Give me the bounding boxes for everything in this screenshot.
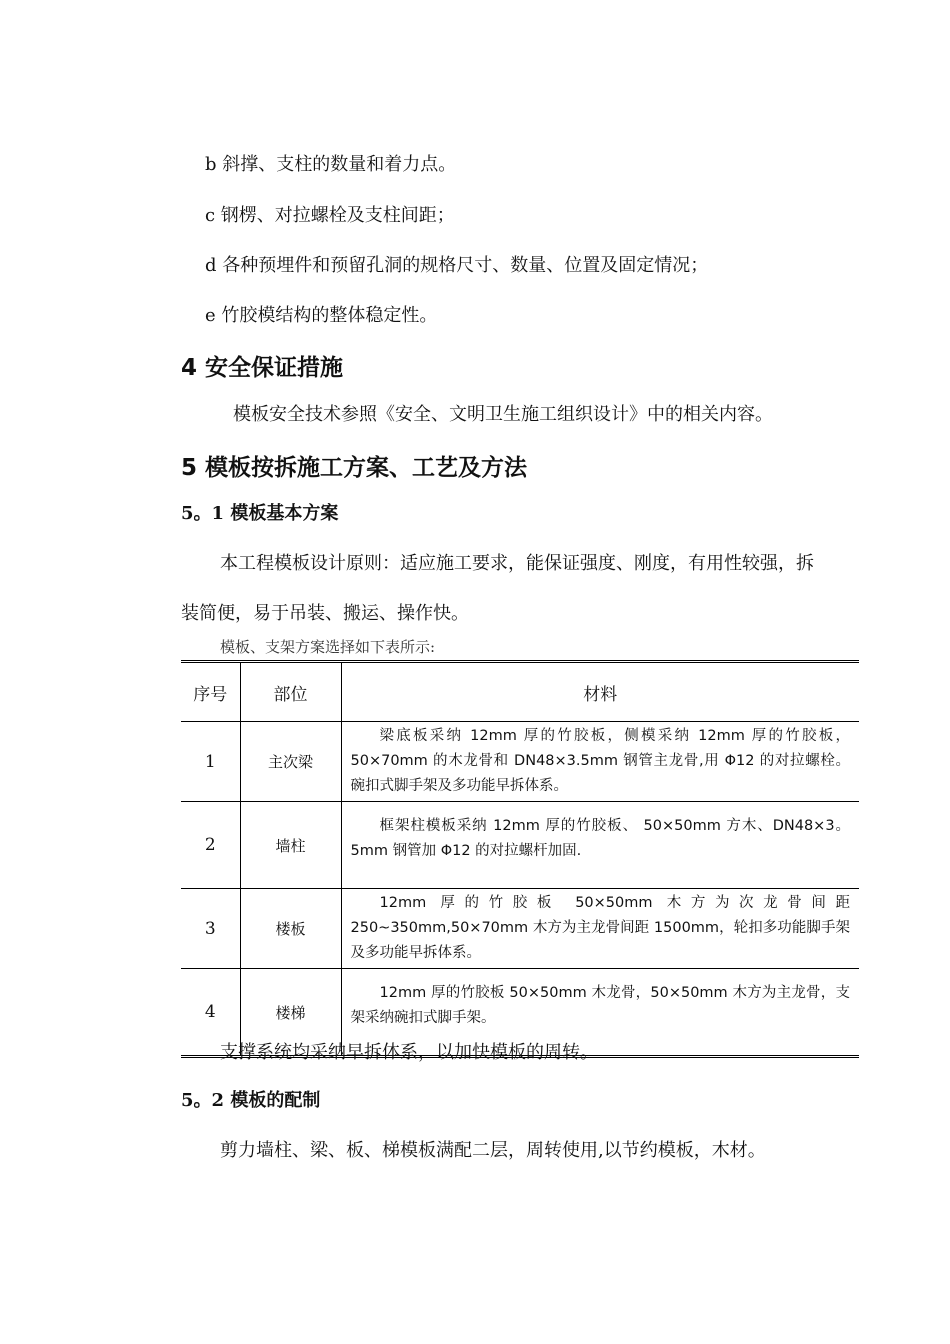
- after-table-text: 支撑系统均采纳早拆体系，以加快模板的周转。: [220, 1042, 598, 1063]
- list-item-b: b 斜撑、支柱的数量和着力点。: [205, 154, 457, 175]
- row-no: 4: [181, 969, 240, 1057]
- row-no: 3: [181, 889, 240, 969]
- row-no: 1: [181, 722, 240, 802]
- row-no: 2: [181, 802, 240, 889]
- row-part: 楼板: [240, 889, 341, 969]
- table-row: [181, 889, 859, 969]
- row-material: 梁底板采纳 12mm 厚的竹胶板，侧模采纳 12mm 厚的竹胶板，50×70mm 的木龙骨和 DN48×3.5mm 钢管主龙骨,用 Φ12 的对拉螺栓。碗扣式脚手架及多功能早拆体系。: [341, 722, 859, 802]
- header-part: 部位: [240, 662, 341, 722]
- header-material: 材料: [341, 662, 859, 722]
- list-item-e: e 竹胶模结构的整体稳定性。: [205, 305, 438, 326]
- section-5-2-heading: 5。2 模板的配制: [181, 1090, 321, 1111]
- header-no: 序号: [181, 662, 240, 722]
- section-4-heading: 4 安全保证措施: [181, 355, 344, 381]
- row-part: 墙柱: [240, 802, 341, 889]
- table-row: [181, 802, 859, 889]
- section-5-2-text: 剪力墙柱、梁、板、梯模板满配二层，周转使用,以节约模板，木材。: [220, 1140, 766, 1161]
- row-part: 楼梯: [240, 969, 341, 1057]
- table-row: [181, 722, 859, 802]
- section-5-1-para-line1: 本工程模板设计原则：适应施工要求，能保证强度、刚度，有用性较强，拆: [220, 553, 814, 574]
- table-caption: 模板、支架方案选择如下表所示:: [220, 638, 436, 656]
- section-5-heading: 5 模板按拆施工方案、工艺及方法: [181, 455, 528, 481]
- section-5-1-para-line2: 装简便，易于吊装、搬运、操作快。: [181, 603, 469, 624]
- row-material: 12mm 厚的竹胶板 50×50mm 木龙骨，50×50mm 木方为主龙骨，支架采纳碗扣式脚手架。: [341, 969, 859, 1057]
- list-item-c: c 钢楞、对拉螺栓及支柱间距；: [205, 205, 455, 226]
- formwork-table: [181, 660, 859, 1058]
- section-5-1-heading: 5。1 模板基本方案: [181, 503, 339, 524]
- section-4-text: 模板安全技术参照《安全、文明卫生施工组织设计》中的相关内容。: [233, 404, 773, 425]
- row-part: 主次梁: [240, 722, 341, 802]
- list-item-d: d 各种预埋件和预留孔洞的规格尺寸、数量、位置及固定情况；: [205, 255, 709, 276]
- table-header-row: [181, 662, 859, 722]
- row-material: 12mm 厚的竹胶板 50×50mm 木方为次龙骨间距 250~350mm,50×70mm 木方为主龙骨间距 1500mm，轮扣多功能脚手架及多功能早拆体系。: [341, 889, 859, 969]
- row-material: 框架柱模板采纳 12mm 厚的竹胶板、 50×50mm 方木、DN48×3。5mm 钢管加 Φ12 的对拉螺杆加固.: [341, 802, 859, 889]
